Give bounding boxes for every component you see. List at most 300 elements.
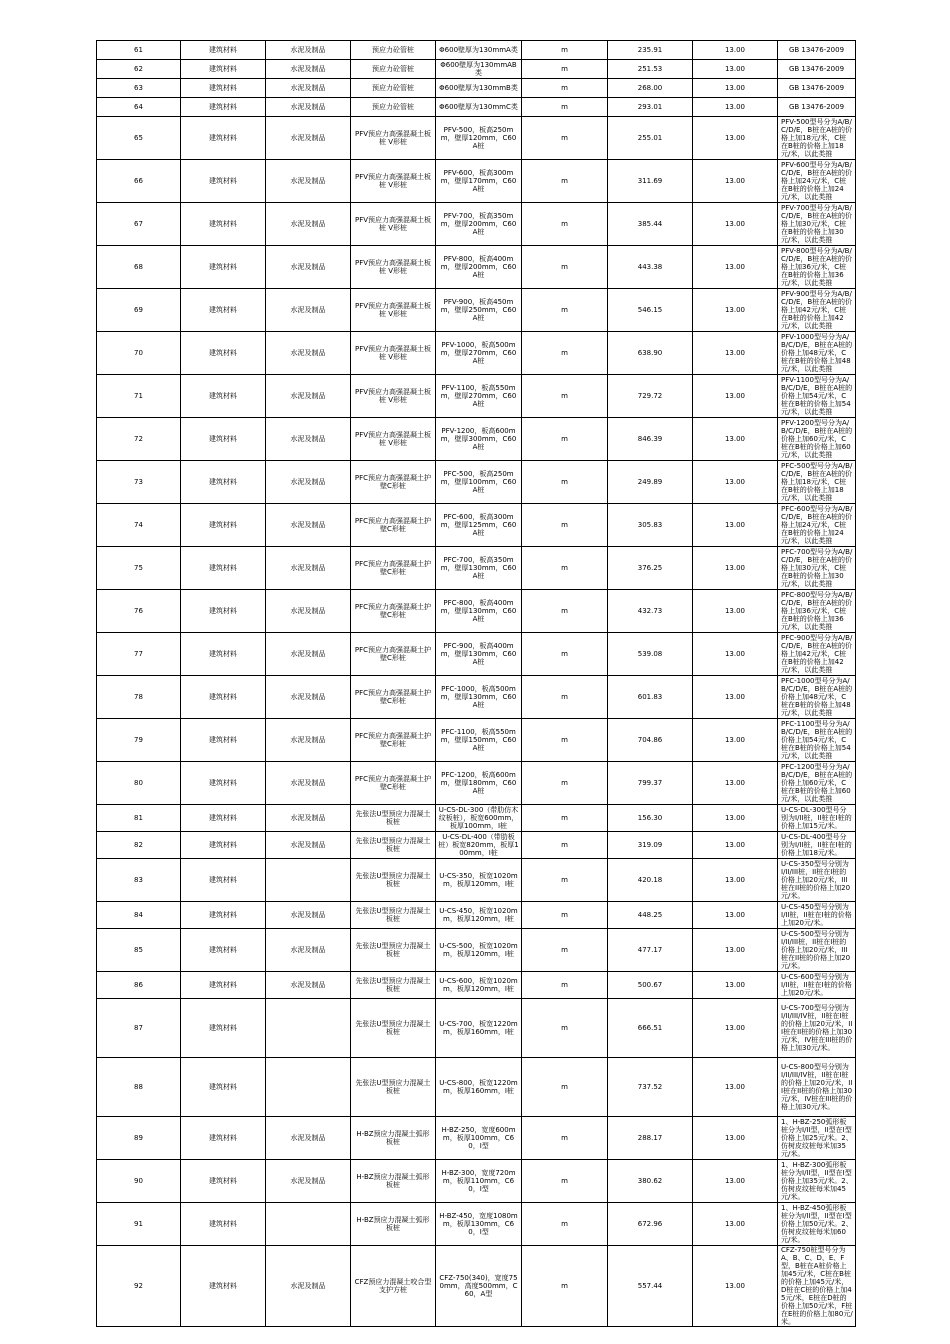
table-row (97, 859, 856, 902)
specification-cell: U-CS-800，板宽1220mm，板厚160mm，I桩 (436, 1058, 522, 1117)
remark-cell: PFV-900型号分为A/B/C/D/E，B桩在A桩的价格上加42元/米，C桩在B桩的价格上加42元/米，以此类推 (778, 289, 856, 332)
specification-cell: PFC-1200，板高600mm，壁厚180mm，C60 A桩 (436, 762, 522, 805)
material-name-cell: H-BZ预应力混凝土弧形板桩 (351, 1203, 436, 1246)
table-row (97, 375, 856, 418)
specification-cell: H-BZ-300，宽度720mm，板厚110mm，C60，I型 (436, 1160, 522, 1203)
table-row (97, 246, 856, 289)
row-number-cell: 86 (97, 972, 181, 999)
category-cell: 建筑材料 (181, 41, 266, 60)
price-cell: 235.91 (608, 41, 693, 60)
row-number-cell: 63 (97, 79, 181, 98)
remark-cell: PFV-800型号分为A/B/C/D/E，B桩在A桩的价格上加36元/米，C桩在B桩的价格上加36元/米，以此类推 (778, 246, 856, 289)
subcategory-cell: 水泥及制品 (266, 117, 351, 160)
row-number-cell: 78 (97, 676, 181, 719)
table-row (97, 902, 856, 929)
price-cell: 380.62 (608, 1160, 693, 1203)
remark-cell: PFV-500型号分为A/B/C/D/E，B桩在A桩的价格上加18元/米，C桩在B桩的价格上加18元/米，以此类推 (778, 117, 856, 160)
unit-cell: m (522, 160, 608, 203)
table-row (97, 590, 856, 633)
tax-rate-cell: 13.00 (693, 547, 778, 590)
tax-rate-cell: 13.00 (693, 633, 778, 676)
table-row (97, 504, 856, 547)
subcategory-cell (266, 1203, 351, 1246)
price-cell: 500.67 (608, 972, 693, 999)
price-cell: 799.37 (608, 762, 693, 805)
tax-rate-cell: 13.00 (693, 461, 778, 504)
price-table (96, 40, 856, 1327)
subcategory-cell: 水泥及制品 (266, 289, 351, 332)
price-cell: 293.01 (608, 98, 693, 117)
remark-cell: 1、H-BZ-300弧形板桩分为I/II型，II型在I型价格上加35元/米。2、仿树皮纹桩每米加45元/米。 (778, 1160, 856, 1203)
material-name-cell: 先张法U型预应力混凝土板桩 (351, 929, 436, 972)
specification-cell: U-CS-700，板宽1220mm，板厚160mm，I桩 (436, 999, 522, 1058)
material-name-cell: CFZ预应力混凝土咬合型支护方桩 (351, 1246, 436, 1327)
subcategory-cell: 水泥及制品 (266, 41, 351, 60)
category-cell: 建筑材料 (181, 805, 266, 832)
category-cell: 建筑材料 (181, 1160, 266, 1203)
tax-rate-cell: 13.00 (693, 1203, 778, 1246)
tax-rate-cell: 13.00 (693, 1246, 778, 1327)
tax-rate-cell: 13.00 (693, 762, 778, 805)
tax-rate-cell: 13.00 (693, 590, 778, 633)
material-name-cell: PFV预应力高强混凝土板桩 V形桩 (351, 246, 436, 289)
row-number-cell: 85 (97, 929, 181, 972)
unit-cell: m (522, 590, 608, 633)
subcategory-cell: 水泥及制品 (266, 929, 351, 972)
tax-rate-cell: 13.00 (693, 203, 778, 246)
unit-cell: m (522, 547, 608, 590)
category-cell: 建筑材料 (181, 972, 266, 999)
row-number-cell: 81 (97, 805, 181, 832)
unit-cell: m (522, 902, 608, 929)
unit-cell: m (522, 418, 608, 461)
material-name-cell: 先张法U型预应力混凝土板桩 (351, 859, 436, 902)
unit-cell: m (522, 1246, 608, 1327)
remark-cell: U-CS-DL-400型号分别为I/II桩，II桩在I桩的价格上加18元/米。 (778, 832, 856, 859)
subcategory-cell: 水泥及制品 (266, 1160, 351, 1203)
material-name-cell: PFC预应力高强混凝土护壁C形桩 (351, 590, 436, 633)
subcategory-cell: 水泥及制品 (266, 719, 351, 762)
table-row (97, 547, 856, 590)
price-cell: 443.38 (608, 246, 693, 289)
specification-cell: PFC-1000，板高500mm，壁厚130mm，C60 A桩 (436, 676, 522, 719)
category-cell: 建筑材料 (181, 859, 266, 902)
tax-rate-cell: 13.00 (693, 1160, 778, 1203)
subcategory-cell: 水泥及制品 (266, 461, 351, 504)
material-name-cell: 先张法U型预应力混凝土板桩 (351, 832, 436, 859)
price-cell: 432.73 (608, 590, 693, 633)
subcategory-cell: 水泥及制品 (266, 98, 351, 117)
material-name-cell: PFC预应力高强混凝土护壁C形桩 (351, 504, 436, 547)
price-cell: 546.15 (608, 289, 693, 332)
unit-cell: m (522, 117, 608, 160)
unit-cell: m (522, 1058, 608, 1117)
material-name-cell: PFV预应力高强混凝土板桩 V形桩 (351, 203, 436, 246)
specification-cell: H-BZ-450，宽度1080mm，板厚130mm，C60，I型 (436, 1203, 522, 1246)
table-row (97, 79, 856, 98)
unit-cell: m (522, 504, 608, 547)
price-cell: 601.83 (608, 676, 693, 719)
category-cell: 建筑材料 (181, 832, 266, 859)
specification-cell: PFC-500，板高250mm，壁厚100mm，C60 A桩 (436, 461, 522, 504)
material-name-cell: PFV预应力高强混凝土板桩 V形桩 (351, 289, 436, 332)
row-number-cell: 66 (97, 160, 181, 203)
unit-cell: m (522, 633, 608, 676)
category-cell: 建筑材料 (181, 547, 266, 590)
material-name-cell: 预应力砼管桩 (351, 41, 436, 60)
tax-rate-cell: 13.00 (693, 929, 778, 972)
specification-cell: PFC-600，板高300mm，壁厚125mm，C60 A桩 (436, 504, 522, 547)
category-cell: 建筑材料 (181, 504, 266, 547)
price-cell: 288.17 (608, 1117, 693, 1160)
tax-rate-cell: 13.00 (693, 60, 778, 79)
price-cell: 311.69 (608, 160, 693, 203)
subcategory-cell (266, 1058, 351, 1117)
subcategory-cell: 水泥及制品 (266, 418, 351, 461)
material-name-cell: H-BZ预应力混凝土弧形板桩 (351, 1117, 436, 1160)
unit-cell: m (522, 1160, 608, 1203)
price-cell: 737.52 (608, 1058, 693, 1117)
category-cell: 建筑材料 (181, 1203, 266, 1246)
remark-cell: PFC-700型号分为A/B/C/D/E，B桩在A桩的价格上加30元/米，C桩在B桩的价格上加30元/米，以此类推 (778, 547, 856, 590)
table-row (97, 805, 856, 832)
material-name-cell: 先张法U型预应力混凝土板桩 (351, 999, 436, 1058)
category-cell: 建筑材料 (181, 1246, 266, 1327)
unit-cell: m (522, 1117, 608, 1160)
row-number-cell: 88 (97, 1058, 181, 1117)
category-cell: 建筑材料 (181, 929, 266, 972)
material-name-cell: 预应力砼管桩 (351, 60, 436, 79)
row-number-cell: 75 (97, 547, 181, 590)
subcategory-cell: 水泥及制品 (266, 676, 351, 719)
price-cell: 255.01 (608, 117, 693, 160)
tax-rate-cell: 13.00 (693, 160, 778, 203)
unit-cell: m (522, 79, 608, 98)
row-number-cell: 79 (97, 719, 181, 762)
remark-cell: U-CS-700型号分别为I/II/III/IV桩，II桩在I桩的价格上加20元/米，III桩在II桩的价格上加30元/米，IV桩在III桩的价格上加30元/米。 (778, 999, 856, 1058)
unit-cell: m (522, 289, 608, 332)
table-row (97, 1246, 856, 1327)
category-cell: 建筑材料 (181, 375, 266, 418)
material-name-cell: PFV预应力高强混凝土板桩 V形桩 (351, 375, 436, 418)
material-name-cell: PFV预应力高强混凝土板桩 V形桩 (351, 332, 436, 375)
row-number-cell: 87 (97, 999, 181, 1058)
subcategory-cell: 水泥及制品 (266, 246, 351, 289)
price-cell: 638.90 (608, 332, 693, 375)
price-cell: 319.09 (608, 832, 693, 859)
subcategory-cell: 水泥及制品 (266, 160, 351, 203)
specification-cell: Φ600壁厚为130mmAB类 (436, 60, 522, 79)
specification-cell: PFV-800，板高400mm，壁厚200mm，C60 A桩 (436, 246, 522, 289)
remark-cell: PFC-1200型号分为A/B/C/D/E，B桩在A桩的价格上加60元/米，C桩在B桩的价格上加60元/米，以此类推 (778, 762, 856, 805)
price-cell: 672.96 (608, 1203, 693, 1246)
unit-cell: m (522, 972, 608, 999)
row-number-cell: 92 (97, 1246, 181, 1327)
unit-cell: m (522, 805, 608, 832)
tax-rate-cell: 13.00 (693, 859, 778, 902)
price-cell: 477.17 (608, 929, 693, 972)
tax-rate-cell: 13.00 (693, 676, 778, 719)
tax-rate-cell: 13.00 (693, 246, 778, 289)
price-cell: 666.51 (608, 999, 693, 1058)
material-name-cell: 先张法U型预应力混凝土板桩 (351, 1058, 436, 1117)
table-row (97, 929, 856, 972)
remark-cell: U-CS-450型号分别为I/II桩，II桩在I桩的价格上加20元/米。 (778, 902, 856, 929)
category-cell: 建筑材料 (181, 590, 266, 633)
unit-cell: m (522, 762, 608, 805)
price-cell: 729.72 (608, 375, 693, 418)
unit-cell: m (522, 859, 608, 902)
subcategory-cell: 水泥及制品 (266, 1117, 351, 1160)
specification-cell: Φ600壁厚为130mmC类 (436, 98, 522, 117)
tax-rate-cell: 13.00 (693, 332, 778, 375)
specification-cell: Φ600壁厚为130mmB类 (436, 79, 522, 98)
material-name-cell: 预应力砼管桩 (351, 98, 436, 117)
material-name-cell: H-BZ预应力混凝土弧形板桩 (351, 1160, 436, 1203)
category-cell: 建筑材料 (181, 418, 266, 461)
subcategory-cell (266, 999, 351, 1058)
unit-cell: m (522, 375, 608, 418)
remark-cell: PFC-900型号分为A/B/C/D/E，B桩在A桩的价格上加42元/米，C桩在B桩的价格上加42元/米，以此类推 (778, 633, 856, 676)
remark-cell: CFZ-750桩型号分为A、B、C、D、E、F型，B桩在A桩价格上加45元/米，C桩在B桩的价格上加45元/米，D桩在C桩的价格上加45元/米，E桩在D桩的价格上加50元/米，F桩在E桩的价格上加80元/米。 (778, 1246, 856, 1327)
row-number-cell: 82 (97, 832, 181, 859)
tax-rate-cell: 13.00 (693, 98, 778, 117)
tax-rate-cell: 13.00 (693, 41, 778, 60)
table-row (97, 117, 856, 160)
subcategory-cell: 水泥及制品 (266, 590, 351, 633)
tax-rate-cell: 13.00 (693, 999, 778, 1058)
remark-cell: PFC-800型号分为A/B/C/D/E，B桩在A桩的价格上加36元/米，C桩在B桩的价格上加36元/米，以此类推 (778, 590, 856, 633)
material-name-cell: 先张法U型预应力混凝土板桩 (351, 805, 436, 832)
material-name-cell: PFV预应力高强混凝土板桩 V形桩 (351, 160, 436, 203)
tax-rate-cell: 13.00 (693, 972, 778, 999)
price-cell: 846.39 (608, 418, 693, 461)
material-name-cell: PFC预应力高强混凝土护壁C形桩 (351, 461, 436, 504)
material-name-cell: PFC预应力高强混凝土护壁C形桩 (351, 719, 436, 762)
row-number-cell: 65 (97, 117, 181, 160)
remark-cell: PFV-700型号分为A/B/C/D/E，B桩在A桩的价格上加30元/米，C桩在B桩的价格上加30元/米，以此类推 (778, 203, 856, 246)
subcategory-cell: 水泥及制品 (266, 504, 351, 547)
unit-cell: m (522, 246, 608, 289)
table-row (97, 972, 856, 999)
table-row (97, 633, 856, 676)
remark-cell: PFV-600型号分为A/B/C/D/E，B桩在A桩的价格上加24元/米，C桩在B桩的价格上加24元/米，以此类推 (778, 160, 856, 203)
specification-cell: PFC-900，板高400mm，壁厚130mm，C60 A桩 (436, 633, 522, 676)
unit-cell: m (522, 999, 608, 1058)
table-row (97, 203, 856, 246)
row-number-cell: 61 (97, 41, 181, 60)
category-cell: 建筑材料 (181, 117, 266, 160)
remark-cell: PFC-1000型号分为A/B/C/D/E，B桩在A桩的价格上加48元/米，C桩在B桩的价格上加48元/米，以此类推 (778, 676, 856, 719)
subcategory-cell: 水泥及制品 (266, 762, 351, 805)
unit-cell: m (522, 461, 608, 504)
specification-cell: U-CS-350，板宽1020mm，板厚120mm，I桩 (436, 859, 522, 902)
unit-cell: m (522, 676, 608, 719)
category-cell: 建筑材料 (181, 203, 266, 246)
remark-cell: U-CS-350型号分别为I/II/III桩，II桩在I桩的价格上加20元/米，III桩在II桩的价格上加20元/米。 (778, 859, 856, 902)
remark-cell: 1、H-BZ-250弧形板桩分为I/II型，II型在I型价格上加25元/米。2、仿树皮纹桩每米加35元/米。 (778, 1117, 856, 1160)
table-row (97, 332, 856, 375)
table-row (97, 999, 856, 1058)
price-cell: 156.30 (608, 805, 693, 832)
row-number-cell: 62 (97, 60, 181, 79)
category-cell: 建筑材料 (181, 98, 266, 117)
specification-cell: PFV-700，板高350mm，壁厚200mm，C60 A桩 (436, 203, 522, 246)
subcategory-cell: 水泥及制品 (266, 902, 351, 929)
material-name-cell: PFV预应力高强混凝土板桩 V形桩 (351, 117, 436, 160)
table-row (97, 98, 856, 117)
row-number-cell: 76 (97, 590, 181, 633)
subcategory-cell: 水泥及制品 (266, 805, 351, 832)
specification-cell: PFV-1100，板高550mm，壁厚270mm，C60 A桩 (436, 375, 522, 418)
category-cell: 建筑材料 (181, 633, 266, 676)
price-cell: 557.44 (608, 1246, 693, 1327)
row-number-cell: 83 (97, 859, 181, 902)
price-cell: 305.83 (608, 504, 693, 547)
category-cell: 建筑材料 (181, 1058, 266, 1117)
specification-cell: U-CS-500，板宽1020mm，板厚120mm，I桩 (436, 929, 522, 972)
category-cell: 建筑材料 (181, 246, 266, 289)
table-row (97, 289, 856, 332)
unit-cell: m (522, 719, 608, 762)
price-cell: 448.25 (608, 902, 693, 929)
row-number-cell: 68 (97, 246, 181, 289)
tax-rate-cell: 13.00 (693, 117, 778, 160)
subcategory-cell: 水泥及制品 (266, 832, 351, 859)
table-row (97, 762, 856, 805)
specification-cell: PFV-500，板高250mm，壁厚120mm，C60 A桩 (436, 117, 522, 160)
remark-cell: PFC-1100型号分为A/B/C/D/E，B桩在A桩的价格上加54元/米，C桩在B桩的价格上加54元/米，以此类推 (778, 719, 856, 762)
row-number-cell: 84 (97, 902, 181, 929)
remark-cell: GB 13476-2009 (778, 41, 856, 60)
tax-rate-cell: 13.00 (693, 1117, 778, 1160)
table-row (97, 676, 856, 719)
category-cell: 建筑材料 (181, 60, 266, 79)
remark-cell: U-CS-DL-300型号分别为I/II桩，II桩在I桩的价格上加15元/米。 (778, 805, 856, 832)
tax-rate-cell: 13.00 (693, 289, 778, 332)
row-number-cell: 90 (97, 1160, 181, 1203)
tax-rate-cell: 13.00 (693, 418, 778, 461)
unit-cell: m (522, 41, 608, 60)
specification-cell: PFV-600，板高300mm，壁厚170mm，C60 A桩 (436, 160, 522, 203)
material-name-cell: 预应力砼管桩 (351, 79, 436, 98)
row-number-cell: 80 (97, 762, 181, 805)
category-cell: 建筑材料 (181, 676, 266, 719)
table-row (97, 1058, 856, 1117)
tax-rate-cell: 13.00 (693, 805, 778, 832)
price-cell: 385.44 (608, 203, 693, 246)
row-number-cell: 74 (97, 504, 181, 547)
row-number-cell: 71 (97, 375, 181, 418)
row-number-cell: 70 (97, 332, 181, 375)
material-name-cell: PFC预应力高强混凝土护壁C形桩 (351, 547, 436, 590)
row-number-cell: 64 (97, 98, 181, 117)
material-name-cell: 先张法U型预应力混凝土板桩 (351, 972, 436, 999)
row-number-cell: 67 (97, 203, 181, 246)
unit-cell: m (522, 832, 608, 859)
remark-cell: 1、H-BZ-450弧形板桩分为I/II型，II型在I型价格上加50元/米。2、仿树皮纹桩每米加60元/米。 (778, 1203, 856, 1246)
unit-cell: m (522, 60, 608, 79)
price-cell: 251.53 (608, 60, 693, 79)
row-number-cell: 89 (97, 1117, 181, 1160)
tax-rate-cell: 13.00 (693, 1058, 778, 1117)
specification-cell: H-BZ-250，宽度600mm，板厚100mm，C60，I型 (436, 1117, 522, 1160)
material-name-cell: PFC预应力高强混凝土护壁C形桩 (351, 762, 436, 805)
remark-cell: GB 13476-2009 (778, 79, 856, 98)
specification-cell: U-CS-450，板宽1020mm，板厚120mm，I桩 (436, 902, 522, 929)
remark-cell: PFV-1200型号分为A/B/C/D/E，B桩在A桩的价格上加60元/米，C桩在B桩的价格上加60元/米，以此类推 (778, 418, 856, 461)
table-row (97, 418, 856, 461)
subcategory-cell (266, 859, 351, 902)
table-row (97, 41, 856, 60)
specification-cell: U-CS-DL-300（带肋仿木纹板桩），板宽600mm，板厚100mm，I桩 (436, 805, 522, 832)
row-number-cell: 72 (97, 418, 181, 461)
tax-rate-cell: 13.00 (693, 79, 778, 98)
subcategory-cell: 水泥及制品 (266, 547, 351, 590)
remark-cell: PFV-1000型号分为A/B/C/D/E，B桩在A桩的价格上加48元/米，C桩在B桩的价格上加48元/米，以此类推 (778, 332, 856, 375)
specification-cell: U-CS-600，板宽1020mm，板厚120mm，I桩 (436, 972, 522, 999)
subcategory-cell: 水泥及制品 (266, 972, 351, 999)
category-cell: 建筑材料 (181, 999, 266, 1058)
material-name-cell: PFC预应力高强混凝土护壁C形桩 (351, 676, 436, 719)
price-cell: 539.08 (608, 633, 693, 676)
unit-cell: m (522, 1203, 608, 1246)
remark-cell: PFC-500型号分为A/B/C/D/E，B桩在A桩的价格上加18元/米，C桩在B桩的价格上加18元/米，以此类推 (778, 461, 856, 504)
category-cell: 建筑材料 (181, 461, 266, 504)
specification-cell: PFC-1100，板高550mm，壁厚150mm，C60 A桩 (436, 719, 522, 762)
unit-cell: m (522, 332, 608, 375)
specification-cell: CFZ-750(340)，宽度750mm，高度500mm，C60，A型 (436, 1246, 522, 1327)
price-cell: 420.18 (608, 859, 693, 902)
tax-rate-cell: 13.00 (693, 375, 778, 418)
subcategory-cell: 水泥及制品 (266, 375, 351, 418)
remark-cell: GB 13476-2009 (778, 60, 856, 79)
material-name-cell: PFC预应力高强混凝土护壁C形桩 (351, 633, 436, 676)
table-row (97, 160, 856, 203)
table-row (97, 60, 856, 79)
unit-cell: m (522, 929, 608, 972)
table-row (97, 719, 856, 762)
subcategory-cell: 水泥及制品 (266, 1246, 351, 1327)
remark-cell: PFV-1100型号分为A/B/C/D/E，B桩在A桩的价格上加54元/米，C桩在B桩的价格上加54元/米，以此类推 (778, 375, 856, 418)
price-cell: 268.00 (608, 79, 693, 98)
subcategory-cell: 水泥及制品 (266, 203, 351, 246)
category-cell: 建筑材料 (181, 762, 266, 805)
remark-cell: GB 13476-2009 (778, 98, 856, 117)
table-row (97, 1203, 856, 1246)
subcategory-cell: 水泥及制品 (266, 79, 351, 98)
price-cell: 704.86 (608, 719, 693, 762)
specification-cell: PFC-800，板高400mm，壁厚130mm，C60 A桩 (436, 590, 522, 633)
unit-cell: m (522, 98, 608, 117)
tax-rate-cell: 13.00 (693, 902, 778, 929)
category-cell: 建筑材料 (181, 79, 266, 98)
row-number-cell: 91 (97, 1203, 181, 1246)
table-row (97, 1160, 856, 1203)
specification-cell: U-CS-DL-400（带肋板桩）板宽820mm，板厚100mm，I桩 (436, 832, 522, 859)
remark-cell: U-CS-500型号分别为I/II/III桩，II桩在I桩的价格上加20元/米，III桩在II桩的价格上加20元/米。 (778, 929, 856, 972)
specification-cell: PFV-1200，板高600mm，壁厚300mm，C60 A桩 (436, 418, 522, 461)
remark-cell: PFC-600型号分为A/B/C/D/E，B桩在A桩的价格上加24元/米，C桩在B桩的价格上加24元/米，以此类推 (778, 504, 856, 547)
tax-rate-cell: 13.00 (693, 719, 778, 762)
subcategory-cell: 水泥及制品 (266, 332, 351, 375)
row-number-cell: 73 (97, 461, 181, 504)
category-cell: 建筑材料 (181, 902, 266, 929)
remark-cell: U-CS-600型号分别为I/II桩，II桩在I桩的价格上加20元/米。 (778, 972, 856, 999)
unit-cell: m (522, 203, 608, 246)
table-row (97, 461, 856, 504)
specification-cell: PFV-1000，板高500mm，壁厚270mm，C60 A桩 (436, 332, 522, 375)
